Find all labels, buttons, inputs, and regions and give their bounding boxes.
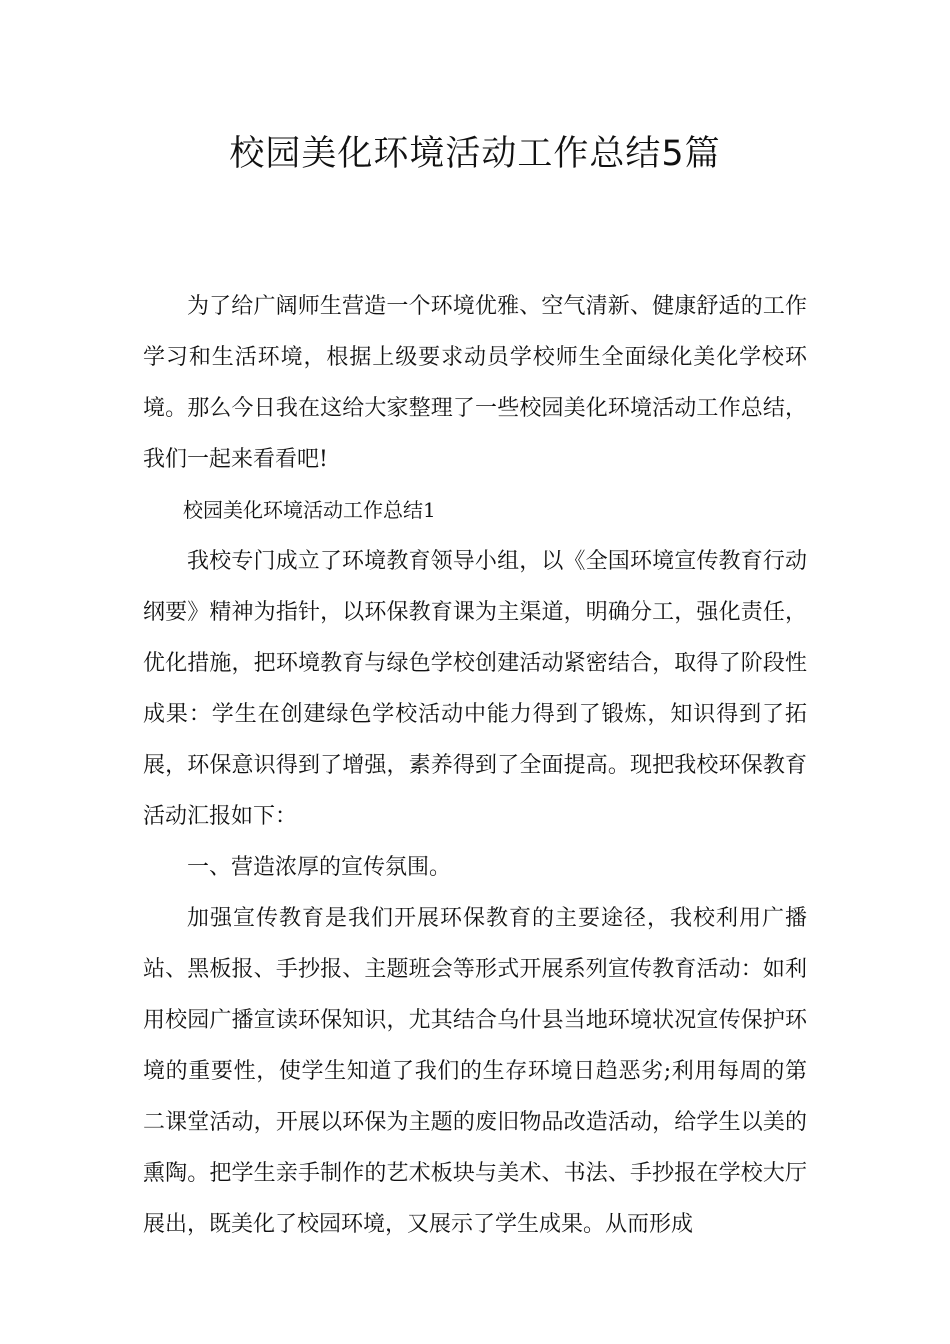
document-title: 校园美化环境活动工作总结5篇 (229, 134, 721, 174)
body-paragraph: 加强宣传教育是我们开展环保教育的主要途径，我校利用广播站、黑板报、手抄报、主题班会等形式开展系列宣传教育活动：如利用校园广播宣读环保知识，尤其结合乌什县当地环境状况宣传保护环境的重要性，使学生知道了我们的生存环境日趋恶劣;利用每周的第二课堂活动，开展以环保为主题的废旧物品改造活动，给学生以美的熏陶。把学生亲手制作的艺术板块与美术、书法、手抄报在学校大厅展出，既美化了校园环境，又展示了学生成果。从而形成 (143, 906, 807, 1237)
section-heading-1: 校园美化环境活动工作总结1 (183, 498, 436, 522)
body-paragraph: 我校专门成立了环境教育领导小组，以《全国环境宣传教育行动纲要》精神为指针，以环保教育课为主渠道，明确分工，强化责任，优化措施，把环境教育与绿色学校创建活动紧密结合，取得了阶段性成果：学生在创建绿色学校活动中能力得到了锻炼，知识得到了拓展，环保意识得到了增强，素养得到了全面提高。现把我校环保教育活动汇报如下： (143, 549, 807, 829)
document-body (143, 281, 807, 1250)
subsection-heading: 一、营造浓厚的宣传氛围。 (187, 855, 452, 880)
intro-paragraph: 为了给广阔师生营造一个环境优雅、空气清新、健康舒适的工作学习和生活环境，根据上级要求动员学校师生全面绿化美化学校环境。那么今日我在这给大家整理了一些校园美化环境活动工作总结，我们一起来看看吧! (143, 294, 807, 472)
